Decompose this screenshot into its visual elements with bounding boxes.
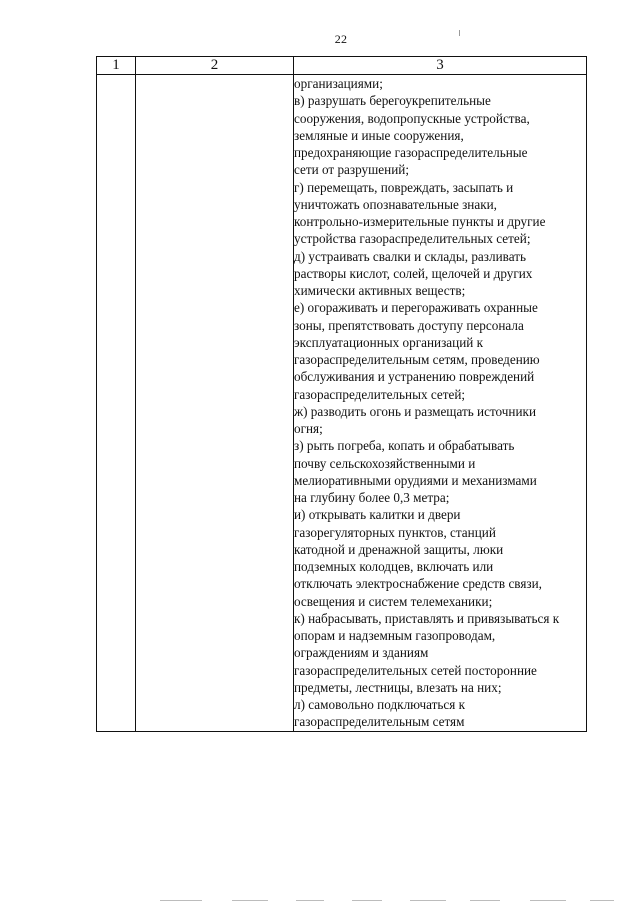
column-2-cell	[136, 75, 294, 732]
column-1-cell	[97, 75, 136, 732]
text-line: катодной и дренажной защиты, люки	[294, 541, 504, 557]
column-header-1: 1	[97, 57, 136, 75]
text-line: огня;	[294, 421, 323, 436]
text-line: г) перемещать, повреждать, засыпать и	[294, 179, 514, 195]
text-line: обслуживания и устранению повреждений	[294, 369, 535, 385]
table-header-row	[97, 57, 587, 75]
text-line: предметы, лестницы, влезать на них;	[294, 679, 502, 695]
scan-mark	[352, 900, 382, 901]
document-table	[96, 56, 587, 732]
text-line: мелиоративными орудиями и механизмами	[294, 472, 537, 488]
text-line: освещения и систем телемеханики;	[294, 593, 493, 609]
table-row	[97, 75, 587, 732]
text-line: предохраняющие газораспределительные	[294, 145, 528, 160]
text-line: ограждениям и зданиям	[294, 645, 429, 661]
text-line: уничтожать опознавательные знаки,	[294, 196, 497, 212]
text-line: к) набрасывать, приставлять и привязываться к	[294, 610, 560, 626]
column-3-cell	[294, 75, 587, 732]
text-line: газораспределительным сетям, проведению	[294, 352, 540, 367]
text-line: опорам и надземным газопроводам,	[294, 628, 496, 643]
text-line: организациями;	[294, 76, 383, 91]
text-line: подземных колодцев, включать или	[294, 559, 494, 574]
scan-mark	[530, 900, 566, 901]
text-line: на глубину более 0,3 метра;	[294, 490, 450, 505]
text-line: сооружения, водопропускные устройства,	[294, 110, 530, 126]
text-line: ж) разводить огонь и размещать источники	[294, 403, 537, 419]
text-line: земляные и иные сооружения,	[294, 127, 464, 143]
column-header-3: 3	[294, 57, 587, 75]
text-line: д) устраивать свалки и склады, разливать	[294, 248, 526, 264]
text-line: зоны, препятствовать доступу персонала	[294, 317, 524, 333]
scan-footer-marks	[0, 900, 640, 904]
scan-mark	[296, 900, 324, 901]
scan-mark	[232, 900, 268, 901]
page-number: 22	[334, 32, 348, 46]
text-line: газораспределительных сетей посторонние	[294, 662, 537, 678]
text-line: сети от разрушений;	[294, 162, 409, 178]
scan-mark	[160, 900, 202, 901]
scan-mark	[590, 900, 614, 901]
column-header-2: 2	[136, 57, 294, 75]
prohibitions-text	[294, 75, 586, 731]
scan-artifact-mark	[459, 30, 460, 36]
text-line: эксплуатационных организаций к	[294, 334, 484, 350]
text-line: газораспределительных сетей;	[294, 386, 466, 402]
text-line: л) самовольно подключаться к	[294, 697, 466, 712]
text-line: химически активных веществ;	[294, 283, 466, 298]
text-line: газорегуляторных пунктов, станций	[294, 524, 496, 540]
text-line: з) рыть погреба, копать и обрабатывать	[294, 438, 515, 454]
text-line: растворы кислот, солей, щелочей и других	[294, 265, 533, 281]
text-line: в) разрушать берегоукрепительные	[294, 93, 491, 109]
scan-mark	[410, 900, 446, 901]
text-line: отключать электроснабжение средств связи,	[294, 576, 542, 592]
text-line: и) открывать калитки и двери	[294, 507, 461, 523]
text-line: контрольно-измерительные пункты и другие	[294, 214, 546, 229]
text-line: устройства газораспределительных сетей;	[294, 231, 531, 247]
scan-mark	[470, 900, 500, 901]
text-line: почву сельскохозяйственными и	[294, 455, 476, 471]
text-line: газораспределительным сетям	[294, 714, 465, 730]
text-line: е) огораживать и перегораживать охранные	[294, 300, 538, 316]
